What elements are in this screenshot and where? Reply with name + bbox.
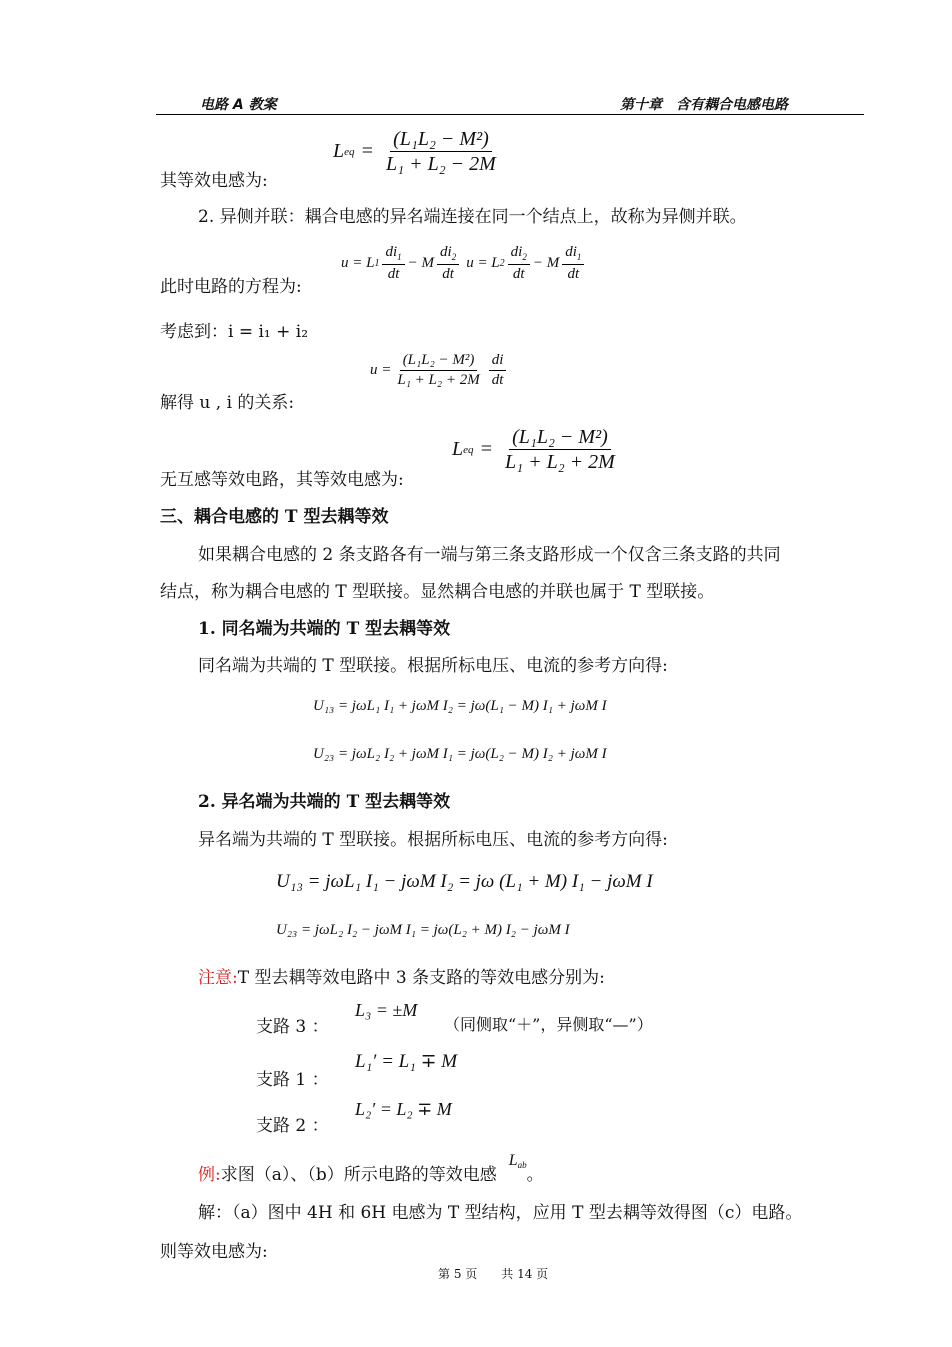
- branch3-label: 支路 3 ：: [256, 1017, 329, 1037]
- sub2-eq2: U₂₃ = jωL₂ I₂ − jωM I₁ = jω(L₂ + M) I₂ − jωM I: [276, 922, 570, 938]
- eq-num: (L₁L₂ − M²): [400, 352, 478, 371]
- eq-num: (L₁L₂ − M²): [509, 426, 611, 450]
- eq-den: L₁ + L₂ − 2M: [386, 153, 496, 175]
- example: [198, 1152, 544, 1185]
- example-text: 求图（a）、（b）所示电路的等效电感: [220, 1165, 497, 1185]
- sub1-heading: 1. 同名端为共端的 T 型去耦等效: [198, 619, 451, 639]
- p7-line1: 如果耦合电感的 2 条支路各有一端与第三条支路形成一个仅含三条支路的共同: [198, 545, 781, 565]
- solution-line1: 解：（a）图中 4H 和 6H 电感为 T 型结构，应用 T 型去耦等效得图（c）电路。: [198, 1203, 803, 1223]
- note-label: 注意:: [198, 968, 238, 988]
- header-rule: [156, 114, 864, 115]
- p5-text: 解得 u , i 的关系:: [160, 393, 295, 413]
- branch1-label: 支路 1 ：: [256, 1070, 329, 1090]
- p4-text: 考虑到：i = i₁ + i₂: [160, 322, 309, 342]
- sub2-heading: 2. 异名端为共端的 T 型去耦等效: [198, 792, 451, 812]
- eq-ui-relation: u = $\frac{\text{(L₁L₂ − M²)}}{\text{L₁ + L₂ + 2M}}$ $\frac{di}{dt}$: [370, 352, 509, 388]
- eq-leq-1: L eq = $\frac{\text{(L₁L₂ − M²)}}{\text{L₁ + L₂ − 2M}}$: [333, 128, 502, 175]
- sub1-eq2: U₂₃ = jωL₂ I₂ + jωM I₁ = jω(L₂ − M) I₂ + jωM I: [313, 746, 607, 762]
- eq-num: (L₁L₂ − M²): [390, 128, 492, 152]
- header-left: 电路 A 教案: [200, 97, 277, 113]
- p2-text: 2. 异侧并联：耦合电感的异名端连接在同一个结点上，故称为异侧并联。: [198, 207, 747, 227]
- section-heading: 三、耦合电感的 T 型去耦等效: [160, 507, 389, 527]
- di-den: dt: [491, 371, 504, 388]
- example-end: 。: [526, 1165, 544, 1185]
- sub1-text: 同名端为共端的 T 型联接。根据所标电压、电流的参考方向得:: [198, 656, 668, 676]
- sub1-eq1: U₁₃ = jωL₁ I₁ + jωM I₂ = jω(L₁ − M) I₁ + jωM I: [313, 698, 607, 714]
- branch2-eq: L₂′ = L₂ ∓ M: [355, 1099, 452, 1119]
- eq-lhs-sub: eq: [344, 145, 355, 158]
- example-sym-sub: ab: [517, 1160, 527, 1170]
- branch2-label: 支路 2 ：: [256, 1116, 329, 1136]
- p1-text: 其等效电感为:: [160, 171, 268, 191]
- example-label: 例:: [198, 1165, 221, 1185]
- eq-den: L₁ + L₂ + 2M: [397, 371, 480, 388]
- sub2-eq1: U₁₃ = jωL₁ I₁ − jωM I₂ = jω (L₁ + M) I₁ − jωM I: [276, 871, 653, 892]
- note: [198, 963, 605, 988]
- eq-lhs: L: [333, 140, 345, 162]
- branch3-eq: L₃ = ±M: [355, 1000, 418, 1020]
- branch1-eq: L₁′ = L₁ ∓ M: [355, 1051, 458, 1072]
- solution-line2: 则等效电感为:: [160, 1242, 268, 1262]
- note-text: T 型去耦等效电路中 3 条支路的等效电感分别为:: [237, 968, 605, 988]
- eq-circuit: u = L 1 $\frac{di_1}{dt}$ − M $\frac{di_2}{dt}$ u = L 2 $\frac{di_2}{dt}$ − M $\frac{di_1}{dt}$: [341, 244, 587, 282]
- branch3-comment: （同侧取“＋”，异侧取“—”）: [444, 1015, 653, 1034]
- example-sym: L: [508, 1152, 518, 1169]
- di-num: di: [489, 352, 507, 371]
- sub2-text: 异名端为共端的 T 型联接。根据所标电压、电流的参考方向得:: [198, 830, 668, 850]
- p3-text: 此时电路的方程为:: [160, 277, 302, 297]
- page-footer: 第 5 页 共 14 页: [438, 1267, 549, 1281]
- p6-text: 无互感等效电路，其等效电感为:: [160, 470, 404, 490]
- p7-line2: 结点，称为耦合电感的 T 型联接。显然耦合电感的并联也属于 T 型联接。: [160, 582, 715, 602]
- header-right: 第十章 含有耦合电感电路: [620, 97, 788, 113]
- eq-leq-2: L eq = $\frac{\text{(L₁L₂ − M²)}}{\text{L₁ + L₂ + 2M}}$: [452, 426, 621, 473]
- eq-den: L₁ + L₂ + 2M: [505, 451, 615, 473]
